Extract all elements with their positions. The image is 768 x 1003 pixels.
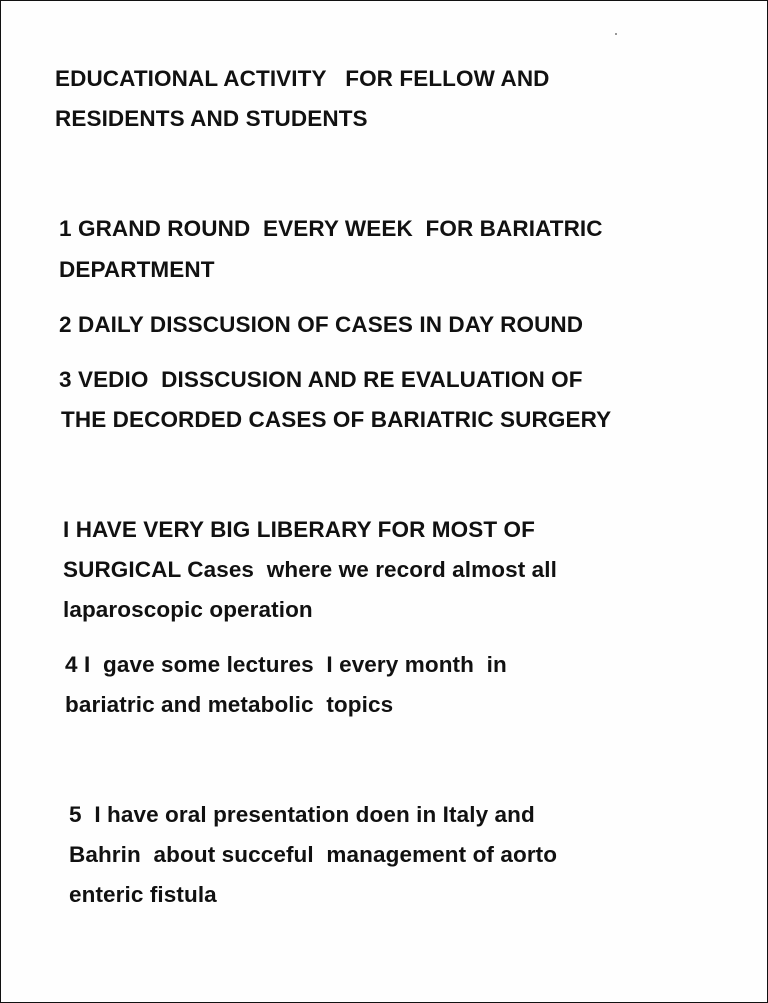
item-5-line-1: 5 I have oral presentation doen in Italy and (69, 802, 535, 827)
scan-speck (615, 33, 617, 35)
item-4-line-1: 4 I gave some lectures I every month in (65, 652, 507, 677)
item-1-line-1: 1 GRAND ROUND EVERY WEEK FOR BARIATRIC (59, 216, 603, 241)
item-5-line-2: Bahrin about succeful management of aorto (69, 842, 558, 867)
library-line-1: I HAVE VERY BIG LIBERARY FOR MOST OF (63, 517, 535, 542)
item-3-line-2: THE DECORDED CASES OF BARIATRIC SURGERY (61, 407, 612, 432)
heading-line-2: RESIDENTS AND STUDENTS (55, 106, 368, 131)
item-4-line-2: bariatric and metabolic topics (65, 692, 394, 717)
item-5-line-3: enteric fistula (69, 882, 217, 907)
item-2-line-1: 2 DAILY DISSCUSION OF CASES IN DAY ROUND (59, 312, 584, 337)
heading-line-1: EDUCATIONAL ACTIVITY FOR FELLOW AND (55, 66, 550, 91)
library-line-2: SURGICAL Cases where we record almost all (63, 557, 557, 582)
item-3-line-1: 3 VEDIO DISSCUSION AND RE EVALUATION OF (59, 367, 583, 392)
item-1-line-2: DEPARTMENT (59, 257, 215, 282)
library-line-3: laparoscopic operation (63, 597, 313, 622)
